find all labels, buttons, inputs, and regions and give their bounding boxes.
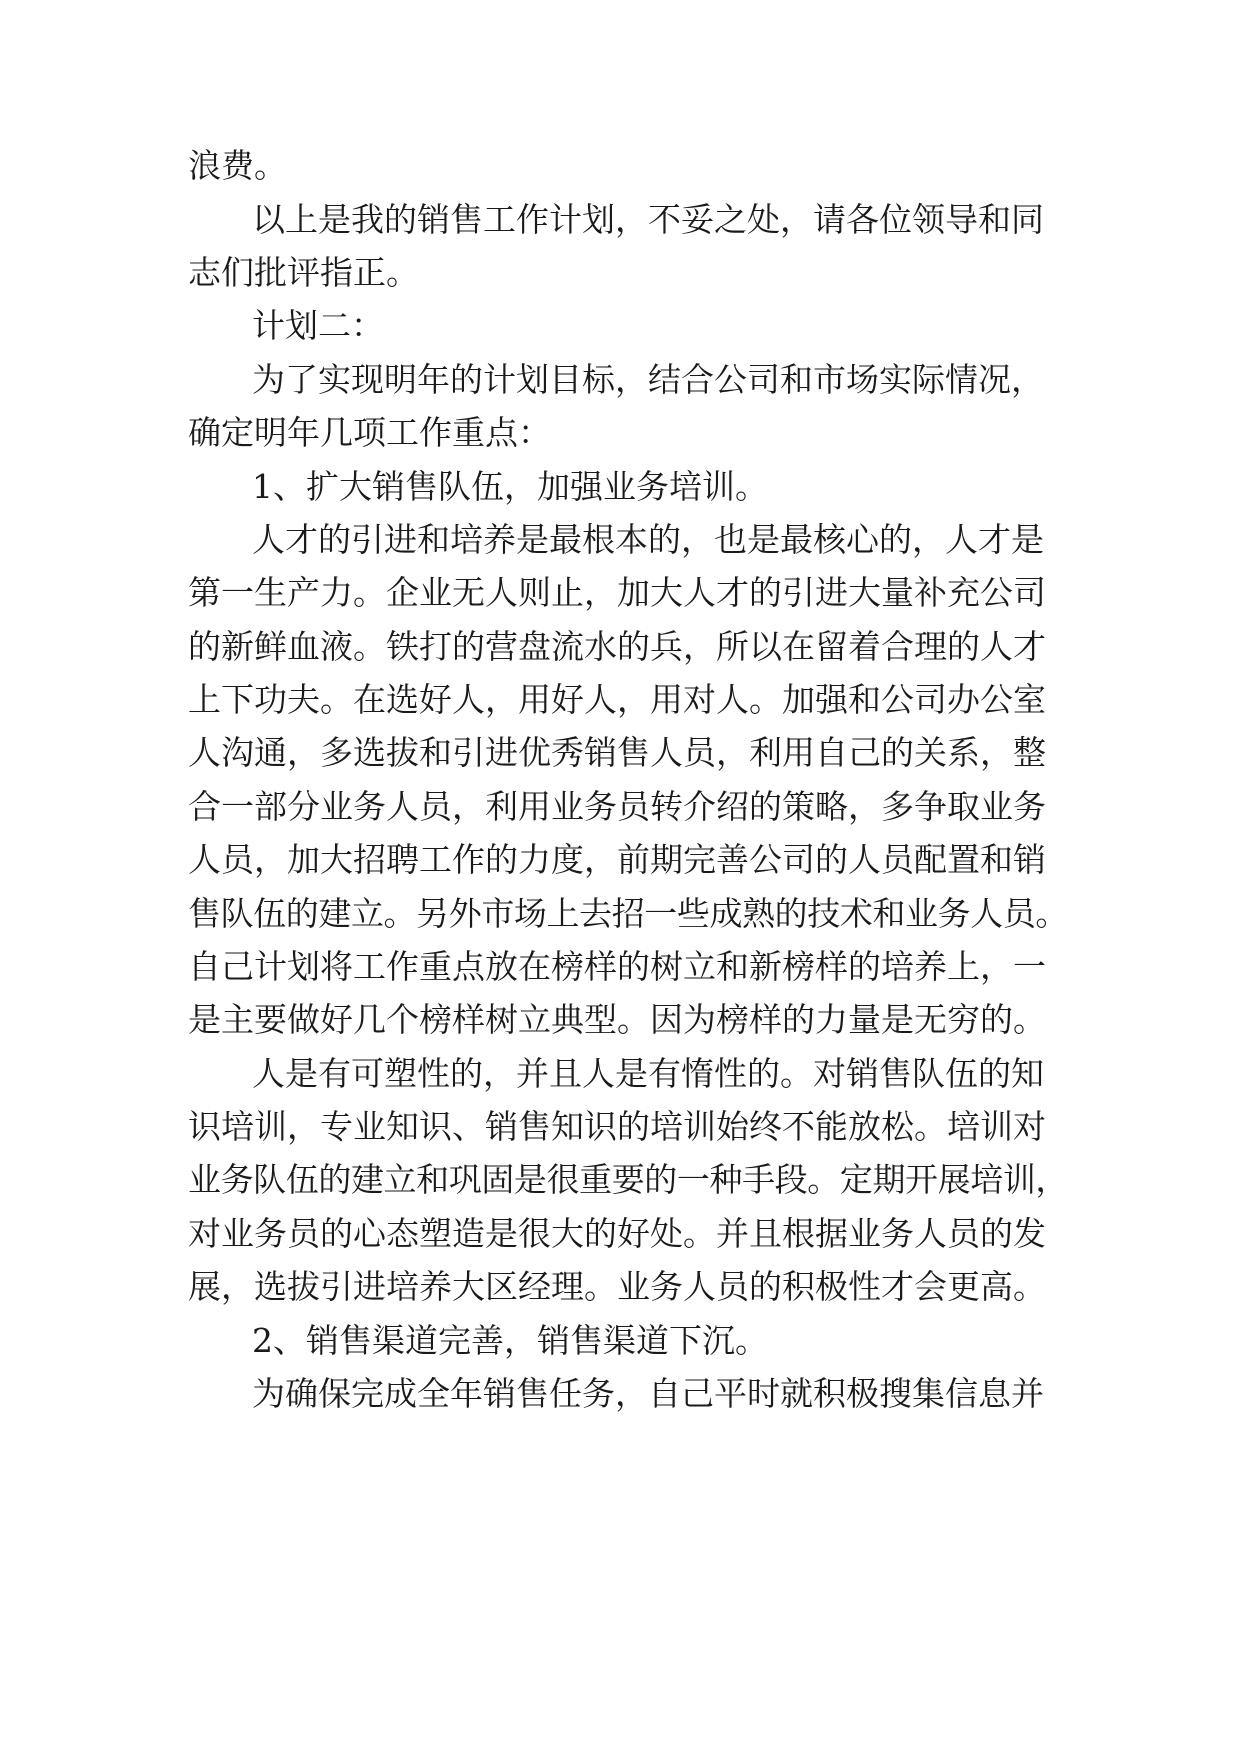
text-line: 展，选拔引进培养大区经理。业务人员的积极性才会更高。 [188,1267,1046,1306]
text-line: 第一生产力。企业无人则止，加大人才的引进大量补充公司 [188,573,1046,612]
text-line: 为确保完成全年销售任务，自己平时就积极搜集信息并 [252,1374,1044,1413]
text-line: 以上是我的销售工作计划，不妥之处，请各位领导和同 [252,200,1044,239]
text-line: 志们批评指正。 [188,253,419,292]
text-line: 是主要做好几个榜样树立典型。因为榜样的力量是无穷的。 [188,1000,1046,1039]
text-line: 人员，加大招聘工作的力度，前期完善公司的人员配置和销 [188,840,1046,879]
text-line: 上下功夫。在选好人，用好人，用对人。加强和公司办公室 [188,680,1046,719]
text-line: 的新鲜血液。铁打的营盘流水的兵，所以在留着合理的人才 [188,627,1046,666]
text-line: 确定明年几项工作重点： [188,413,551,452]
text-line: 人是有可塑性的，并且人是有惰性的。对销售队伍的知 [252,1054,1044,1093]
text-line: 2、销售渠道完善，销售渠道下沉。 [252,1321,768,1360]
text-line: 1、扩大销售队伍，加强业务培训。 [252,467,768,506]
text-line: 人沟通，多选拔和引进优秀销售人员，利用自己的关系，整 [188,733,1046,772]
text-line: 对业务员的心态塑造是很大的好处。并且根据业务人员的发 [188,1214,1046,1253]
text-line: 售队伍的建立。另外市场上去招一些成熟的技术和业务人员。 [188,894,1069,933]
text-line: 识培训，专业知识、销售知识的培训始终不能放松。培训对 [188,1107,1046,1146]
text-line: 为了实现明年的计划目标，结合公司和市场实际情况， [252,360,1044,399]
text-line: 业务队伍的建立和巩固是很重要的一种手段。定期开展培训， [188,1160,1069,1199]
text-line: 人才的引进和培养是最根本的，也是最核心的，人才是 [252,520,1044,559]
text-line: 浪费。 [188,146,287,185]
text-line: 合一部分业务人员，利用业务员转介绍的策略，多争取业务 [188,787,1046,826]
text-line: 计划二： [252,306,384,345]
text-line: 自己计划将工作重点放在榜样的树立和新榜样的培养上，一 [188,947,1046,986]
